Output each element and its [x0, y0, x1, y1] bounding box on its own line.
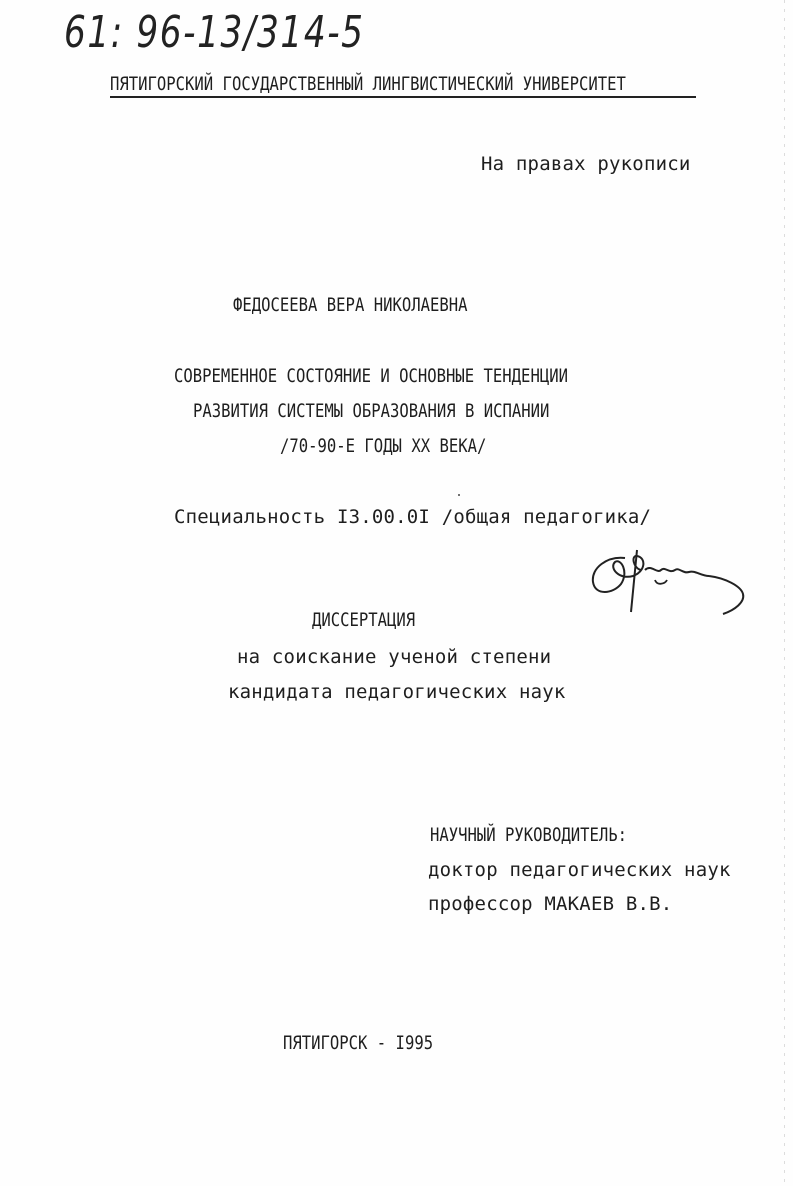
university-name: ПЯТИГОРСКИЙ ГОСУДАРСТВЕННЫЙ ЛИНГВИСТИЧЕСКИЙ УНИВЕРСИТЕТ [110, 73, 626, 95]
author-name: ФЕДОСЕЕВА ВЕРА НИКОЛАЕВНА [233, 294, 468, 316]
title-line-3: /70-90-Е ГОДЫ XX ВЕКА/ [280, 435, 487, 457]
signature-icon [585, 540, 755, 620]
scan-speck [458, 494, 460, 496]
archive-code: 61: 96-13/314-5 [64, 7, 365, 58]
supervisor-name: профессор МАКАЕВ В.В. [428, 893, 673, 915]
supervisor-degree: доктор педагогических наук [428, 859, 731, 881]
dissertation-line-1: на соискание ученой степени [237, 646, 552, 668]
specialty: Специальность I3.00.0I /общая педагогика/ [174, 506, 652, 528]
dissertation-line-2: кандидата педагогических наук [228, 681, 566, 703]
university-underline [110, 96, 696, 98]
supervisor-heading: НАУЧНЫЙ РУКОВОДИТЕЛЬ: [430, 824, 627, 846]
dissertation-heading: ДИССЕРТАЦИЯ [312, 609, 416, 631]
scan-edge [784, 0, 785, 1186]
title-line-2: РАЗВИТИЯ СИСТЕМЫ ОБРАЗОВАНИЯ В ИСПАНИИ [193, 400, 550, 422]
title-line-1: СОВРЕМЕННОЕ СОСТОЯНИЕ И ОСНОВНЫЕ ТЕНДЕНЦИИ [174, 365, 568, 387]
place-year: ПЯТИГОРСК - I995 [283, 1032, 434, 1054]
manuscript-note: На правах рукописи [481, 153, 691, 175]
